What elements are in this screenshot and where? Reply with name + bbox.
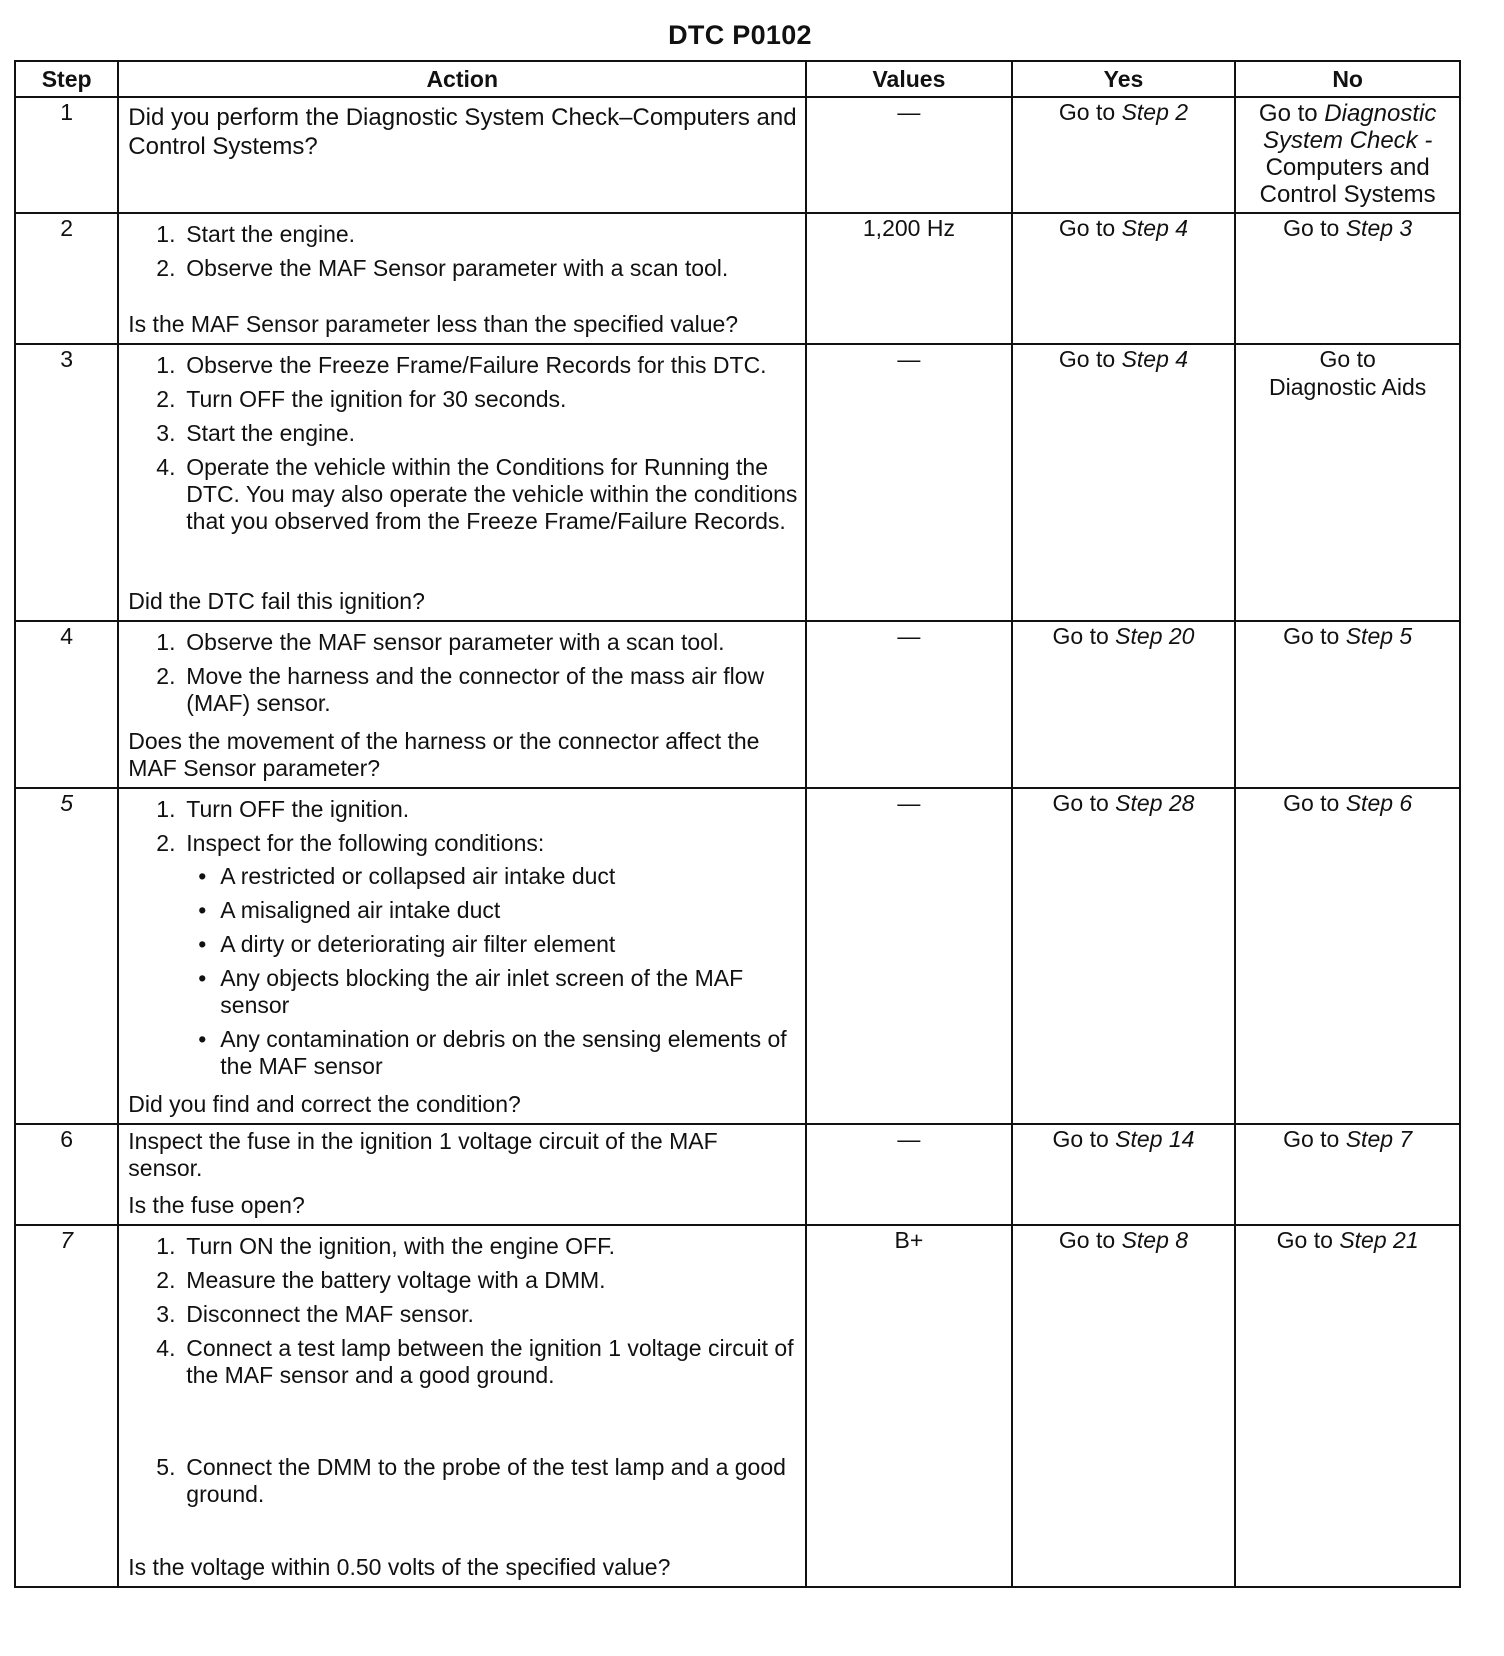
action-steps bbox=[128, 221, 798, 289]
action-text: Inspect the fuse in the ignition 1 voltage circuit of the MAF sensor. bbox=[128, 1128, 718, 1181]
list-item: • A misaligned air intake duct bbox=[198, 897, 501, 923]
list-item: 1. Turn OFF the ignition. bbox=[156, 796, 410, 822]
step-number: 6 bbox=[15, 1124, 118, 1225]
header-action: Action bbox=[118, 61, 806, 97]
list-item: 1. Turn ON the ignition, with the engine OFF. bbox=[156, 1233, 615, 1259]
yes-cell: Go to Step 4 bbox=[1012, 344, 1236, 621]
table-row bbox=[15, 344, 1460, 621]
action-cell bbox=[118, 621, 806, 788]
no-cell: Go to Diagnostic System Check - Computers and Control Systems bbox=[1235, 97, 1460, 213]
table-row bbox=[15, 621, 1460, 788]
table-row bbox=[15, 213, 1460, 344]
value-cell: 1,200 Hz bbox=[806, 213, 1012, 344]
header-step: Step bbox=[15, 61, 118, 97]
document-title: DTC P0102 bbox=[668, 20, 812, 50]
header-yes: Yes bbox=[1012, 61, 1236, 97]
value-cell: — bbox=[806, 1124, 1012, 1225]
action-question: Does the movement of the harness or the connector affect the MAF Sensor parameter? bbox=[128, 728, 760, 781]
action-question: Did the DTC fail this ignition? bbox=[128, 588, 425, 614]
value-cell: — bbox=[806, 97, 1012, 213]
list-item: 2. Turn OFF the ignition for 30 seconds. bbox=[156, 386, 567, 412]
action-cell bbox=[118, 344, 806, 621]
list-item: 2. Inspect for the following conditions: • A restricted or collapsed air intake duct • A misaligned air intake duct • A dirty or deteriorating air filter element • Any objects blocking the air inlet screen of the MAF sensor • Any contamination or debris on the sensing elements of the MAF sensor bbox=[128, 830, 798, 1080]
value-cell: B+ bbox=[806, 1225, 1012, 1587]
header-values: Values bbox=[806, 61, 1012, 97]
header-no: No bbox=[1235, 61, 1460, 97]
action-cell bbox=[118, 788, 806, 1124]
no-cell: Go to Diagnostic Aids bbox=[1235, 344, 1460, 621]
header-row bbox=[15, 61, 1460, 97]
action-question: Is the MAF Sensor parameter less than the specified value? bbox=[128, 311, 739, 337]
list-item: 1. Start the engine. bbox=[156, 221, 356, 247]
yes-cell: Go to Step 8 bbox=[1012, 1225, 1236, 1587]
list-item: 1. Observe the Freeze Frame/Failure Records for this DTC. bbox=[156, 352, 767, 378]
yes-cell: Go to Step 20 bbox=[1012, 621, 1236, 788]
action-cell bbox=[118, 1124, 806, 1225]
action-cell bbox=[118, 213, 806, 344]
diagnostic-table bbox=[14, 60, 1461, 1588]
list-item: • A restricted or collapsed air intake duct bbox=[198, 863, 616, 889]
action-question: Is the voltage within 0.50 volts of the specified value? bbox=[128, 1554, 671, 1580]
step-number: 3 bbox=[15, 344, 118, 621]
no-cell: Go to Step 6 bbox=[1235, 788, 1460, 1124]
value-cell: — bbox=[806, 788, 1012, 1124]
step-number: 5 bbox=[15, 788, 118, 1124]
action-question: Did you find and correct the condition? bbox=[128, 1091, 521, 1117]
no-cell: Go to Step 5 bbox=[1235, 621, 1460, 788]
step-number: 1 bbox=[15, 97, 118, 213]
list-item: 4. Operate the vehicle within the Conditions for Running the DTC. You may also operate the vehicle within the conditions that you observed from the Freeze Frame/Failure Records. bbox=[156, 454, 798, 534]
action-steps bbox=[128, 1233, 798, 1515]
list-item: 3. Start the engine. bbox=[156, 420, 356, 446]
yes-cell: Go to Step 14 bbox=[1012, 1124, 1236, 1225]
action-steps bbox=[128, 352, 798, 542]
list-item: 1. Observe the MAF sensor parameter with a scan tool. bbox=[156, 629, 725, 655]
condition-list bbox=[186, 863, 798, 1080]
action-question: Is the fuse open? bbox=[128, 1192, 305, 1218]
list-item: • A dirty or deteriorating air filter element bbox=[198, 931, 616, 957]
value-cell: — bbox=[806, 621, 1012, 788]
list-item: • Any objects blocking the air inlet screen of the MAF sensor bbox=[198, 965, 744, 1018]
list-item: 4. Connect a test lamp between the ignition 1 voltage circuit of the MAF sensor and a good ground. bbox=[156, 1335, 794, 1388]
action-steps bbox=[128, 796, 798, 1087]
no-cell: Go to Step 3 bbox=[1235, 213, 1460, 344]
table-row bbox=[15, 97, 1460, 213]
list-item: 2. Move the harness and the connector of the mass air flow (MAF) sensor. bbox=[156, 663, 765, 716]
list-item: 2. Observe the MAF Sensor parameter with a scan tool. bbox=[156, 255, 729, 281]
no-cell: Go to Step 21 bbox=[1235, 1225, 1460, 1587]
list-item: • Any contamination or debris on the sensing elements of the MAF sensor bbox=[198, 1026, 787, 1079]
list-item: 5. Connect the DMM to the probe of the test lamp and a good ground. bbox=[156, 1454, 786, 1507]
step-number: 4 bbox=[15, 621, 118, 788]
list-item: 3. Disconnect the MAF sensor. bbox=[156, 1301, 474, 1327]
action-steps bbox=[128, 629, 798, 724]
table-row bbox=[15, 1124, 1460, 1225]
blank-space bbox=[128, 1396, 798, 1454]
yes-cell: Go to Step 28 bbox=[1012, 788, 1236, 1124]
table-row bbox=[15, 1225, 1460, 1587]
list-item: 2. Measure the battery voltage with a DMM. bbox=[156, 1267, 606, 1293]
step-number: 2 bbox=[15, 213, 118, 344]
step-number: 7 bbox=[15, 1225, 118, 1587]
yes-cell: Go to Step 4 bbox=[1012, 213, 1236, 344]
action-cell bbox=[118, 97, 806, 213]
table-row bbox=[15, 788, 1460, 1124]
no-cell: Go to Step 7 bbox=[1235, 1124, 1460, 1225]
action-question: Did you perform the Diagnostic System Check–Computers and Control Systems? bbox=[128, 104, 797, 160]
value-cell: — bbox=[806, 344, 1012, 621]
yes-cell: Go to Step 2 bbox=[1012, 97, 1236, 213]
action-cell bbox=[118, 1225, 806, 1587]
